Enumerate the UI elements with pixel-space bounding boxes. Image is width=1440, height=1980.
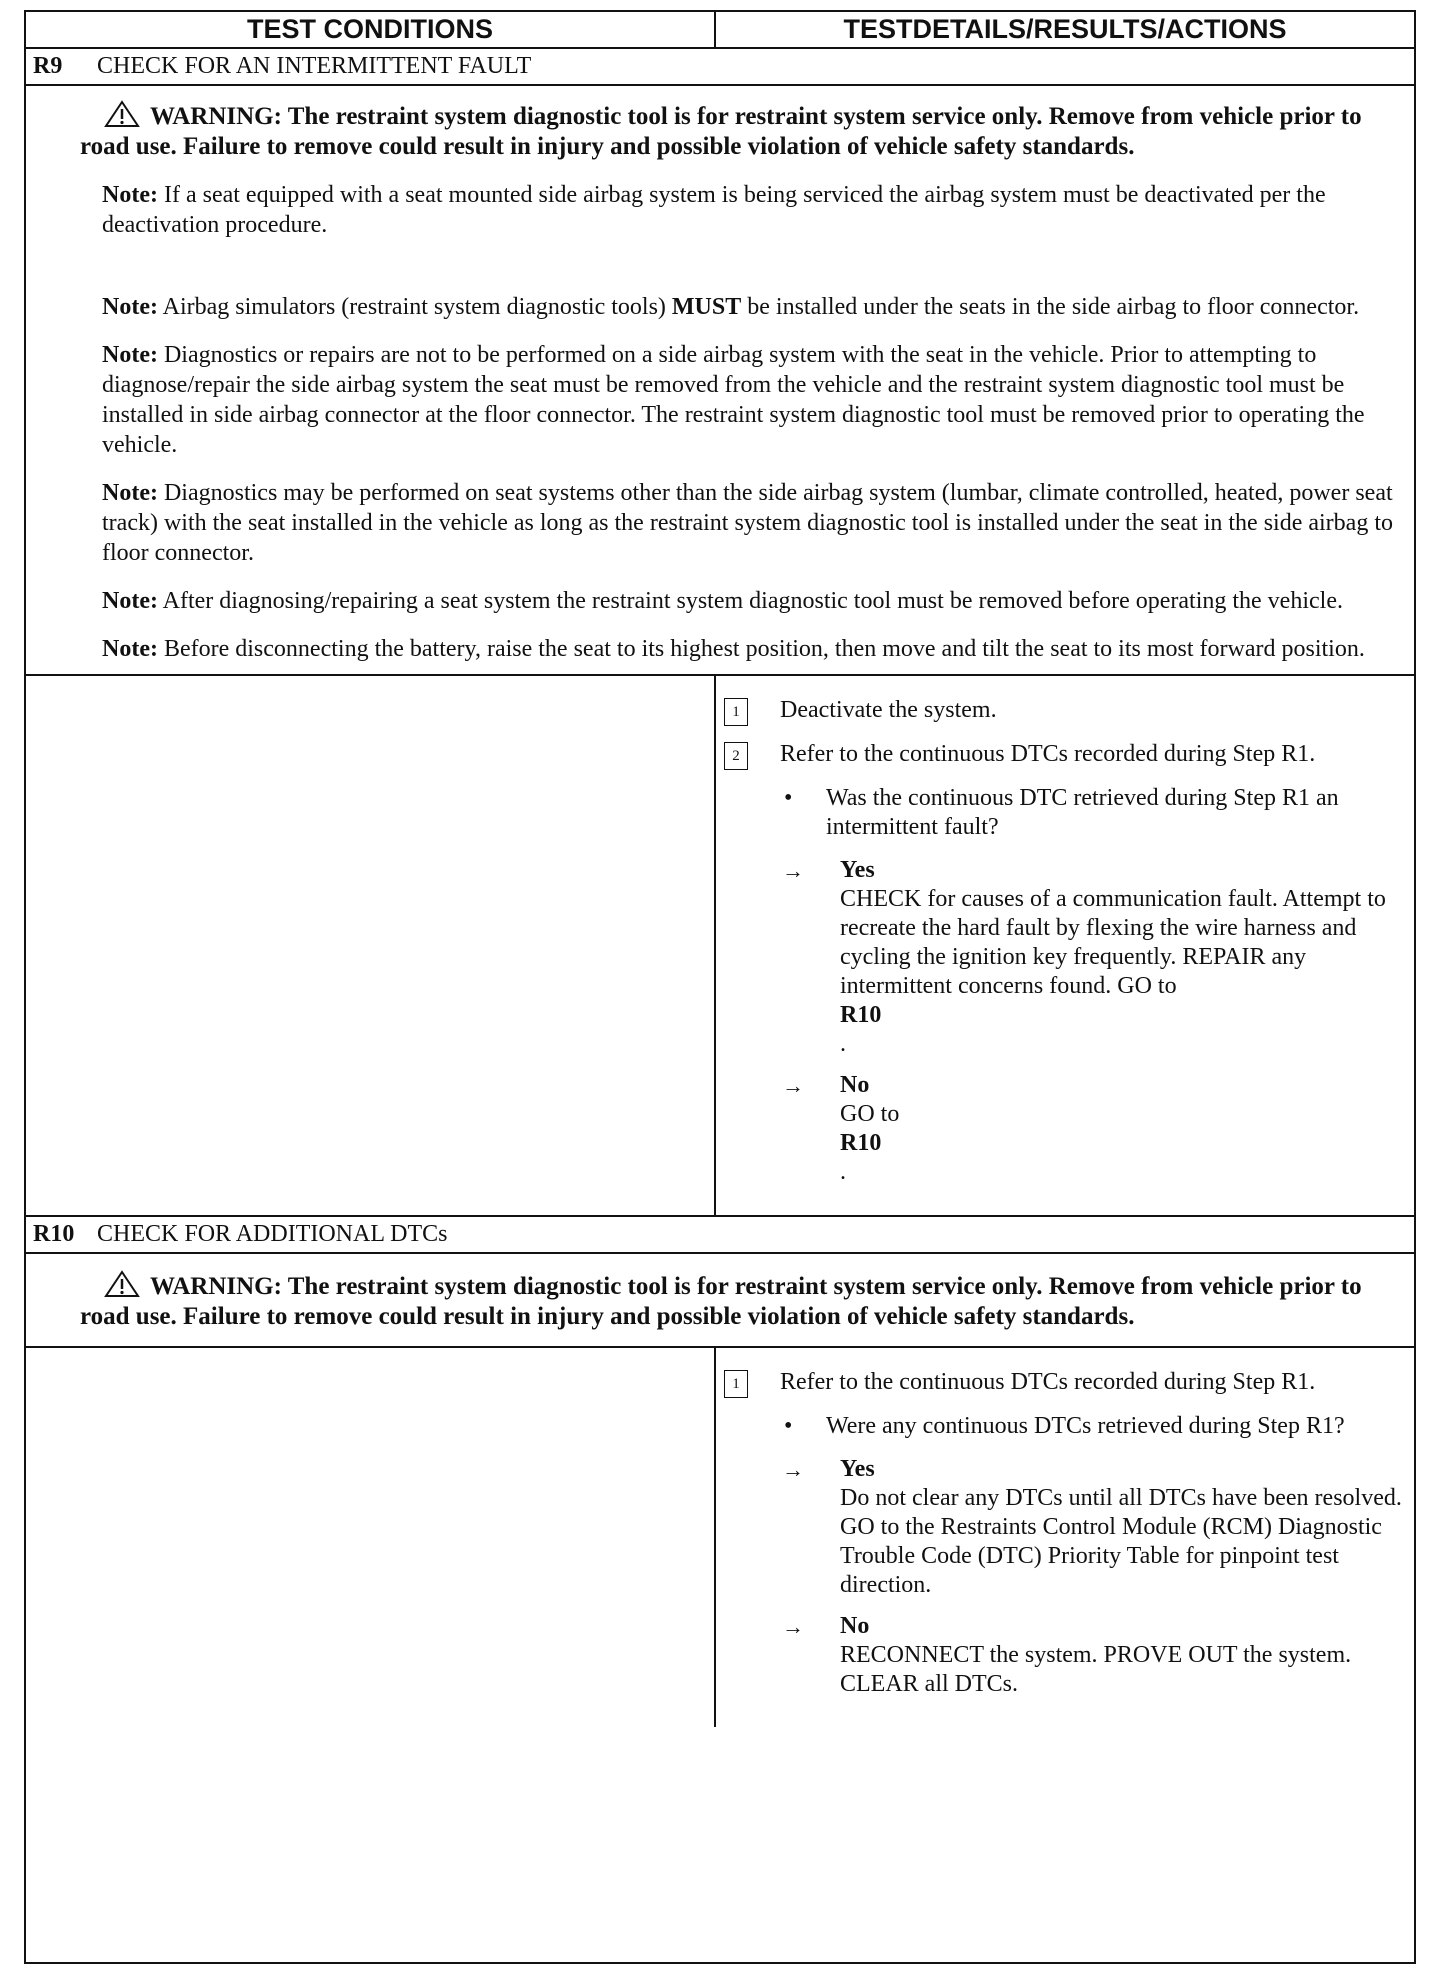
r9-step-1: 1 Deactivate the system. xyxy=(724,696,1402,726)
r10-step-title xyxy=(26,1217,1414,1254)
arrow-right-icon: → xyxy=(782,1457,804,1482)
r10-question: • Were any continuous DTCs retrieved during Step R1? xyxy=(784,1413,1345,1439)
table-header xyxy=(26,12,1414,49)
r10-warning-box xyxy=(26,1254,1414,1348)
warning-triangle-icon xyxy=(104,100,140,128)
r9-answer-no: → No GO to R10 . xyxy=(782,1072,900,1185)
warning-triangle-icon xyxy=(104,1270,140,1298)
r9-question: • Was the continuous DTC retrieved during Step R1 an intermittent fault? xyxy=(784,785,1339,840)
r10-step-1: 1 Refer to the continuous DTCs recorded during Step R1. xyxy=(724,1368,1402,1398)
r9-note-5: Note: After diagnosing/repairing a seat system the restraint system diagnostic tool must be removed before operating the vehicle. xyxy=(102,588,1343,614)
r10-title: CHECK FOR ADDITIONAL DTCs xyxy=(97,1221,448,1247)
step-number-box: 2 xyxy=(724,742,748,770)
r9-step-title xyxy=(26,49,1414,86)
r10-warning xyxy=(80,1270,1394,1332)
r9-note-1: Note: If a seat equipped with a seat mounted side airbag system is being serviced the airbag system must be deactivated per the deactivation procedure. xyxy=(102,182,1326,238)
bullet-icon: • xyxy=(784,1413,793,1439)
r10-warning-text: WARNING: The restraint system diagnostic tool is for restraint system service only. Remove from vehicle prior to road use. Failure to remove could result in injury and possible violation of vehicle safety standards. xyxy=(80,1273,1362,1330)
r10-answer-yes: → Yes Do not clear any DTCs until all DTCs have been resolved. GO to the Restraints Control Module (RCM) Diagnostic Trouble Code (DTC) Priority Table for pinpoint test direction. xyxy=(782,1456,1402,1598)
r10-conditions-cell xyxy=(26,1348,716,1727)
r9-note-2: Note: Airbag simulators (restraint system diagnostic tools) MUST be installed under the seats in the side airbag to floor connector. xyxy=(102,294,1360,320)
r9-action-row xyxy=(26,676,1414,1217)
header-test-conditions: TEST CONDITIONS xyxy=(26,12,716,47)
r10-details-cell xyxy=(716,1348,1414,1727)
step-number-box: 1 xyxy=(724,698,748,726)
r9-code: R9 xyxy=(33,53,63,79)
arrow-right-icon: → xyxy=(782,1614,804,1639)
r9-warning xyxy=(80,100,1394,162)
r9-details-cell xyxy=(716,676,1414,1215)
arrow-right-icon: → xyxy=(782,858,804,883)
r9-notes xyxy=(26,86,1414,676)
r9-step-2: 2 Refer to the continuous DTCs recorded during Step R1. xyxy=(724,740,1402,770)
bullet-icon: • xyxy=(784,785,793,811)
r9-warning-text: WARNING: The restraint system diagnostic tool is for restraint system service only. Remove from vehicle prior to road use. Failure to remove could result in injury and possible violation of vehicle safety standards. xyxy=(80,103,1362,160)
r9-note-4: Note: Diagnostics may be performed on seat systems other than the side airbag system (lumbar, climate controlled, heated, power seat track) with the seat installed in the vehicle as long as the restraint system diagnostic tool is installed under the seat in the side airbag to floor connector. xyxy=(102,480,1393,566)
step-number-box: 1 xyxy=(724,1370,748,1398)
r9-note-6: Note: Before disconnecting the battery, raise the seat to its highest position, then move and tilt the seat to its most forward position. xyxy=(102,636,1365,662)
arrow-right-icon: → xyxy=(782,1073,804,1098)
r10-action-row xyxy=(26,1348,1414,1727)
r10-code: R10 xyxy=(33,1221,75,1247)
header-test-details: TESTDETAILS/RESULTS/ACTIONS xyxy=(843,14,1287,44)
test-table xyxy=(24,10,1416,1964)
r10-answer-no: → No RECONNECT the system. PROVE OUT the system. CLEAR all DTCs. xyxy=(782,1613,1352,1697)
r9-answer-yes: → Yes CHECK for causes of a communication fault. Attempt to recreate the hard fault by flexing the wire harness and cycling the ignition key frequently. REPAIR any intermittent concerns found. GO to R10 . xyxy=(782,857,1386,1057)
r9-note-3: Note: Diagnostics or repairs are not to be performed on a side airbag system with the seat in the vehicle. Prior to attempting to diagnose/repair the side airbag system the seat must be removed from the vehicle and the restraint system diagnostic tool must be installed in side airbag connector at the floor connector. The restraint system diagnostic tool must be removed prior to operating the vehicle. xyxy=(102,342,1365,458)
r9-title: CHECK FOR AN INTERMITTENT FAULT xyxy=(97,53,532,79)
r9-conditions-cell xyxy=(26,676,716,1215)
